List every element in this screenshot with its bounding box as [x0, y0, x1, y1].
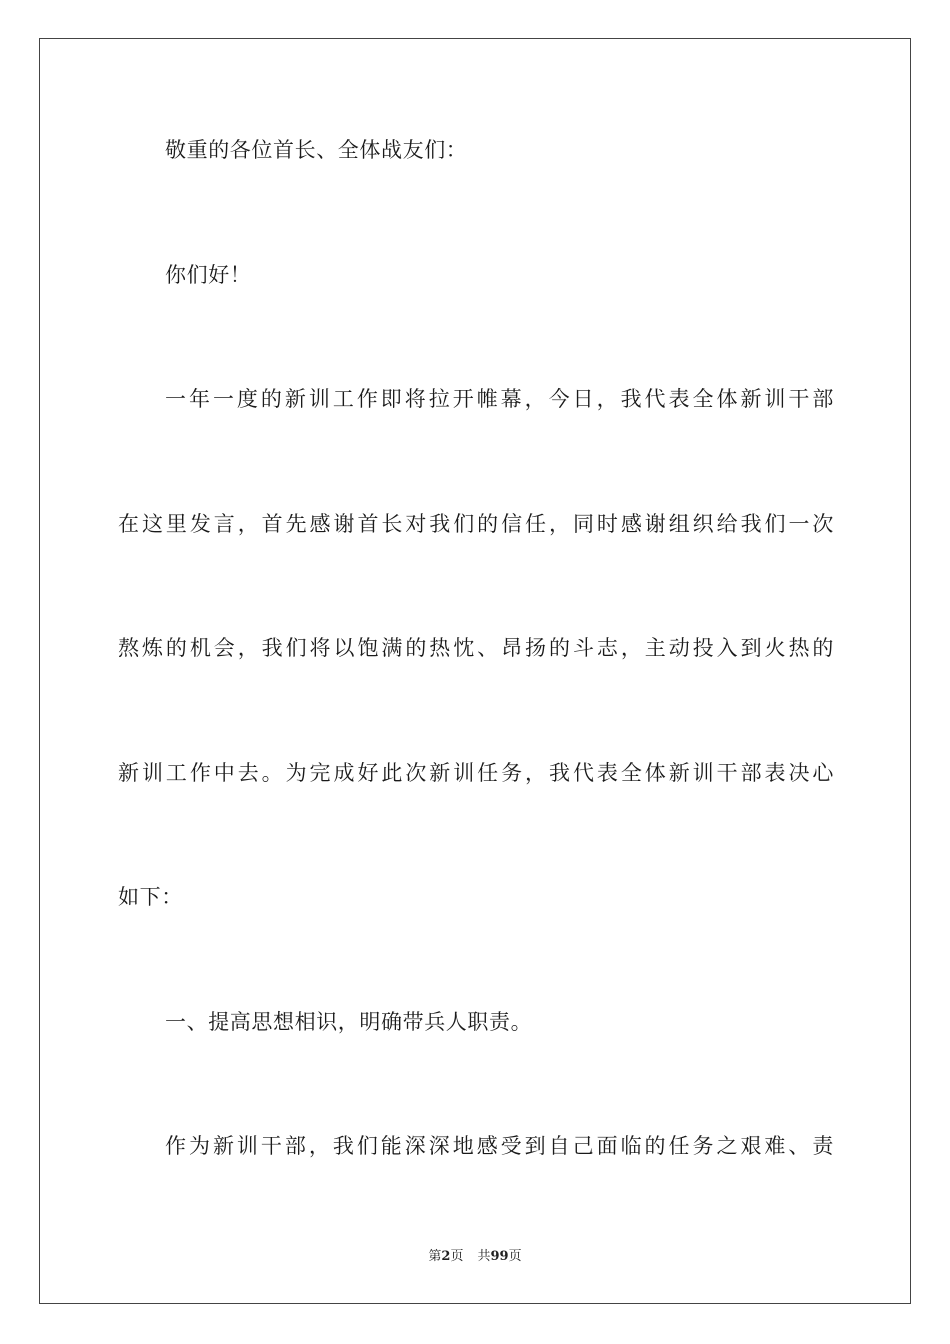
greeting-line: 你们好！	[165, 263, 252, 287]
page-border	[39, 38, 911, 1304]
body-line: 熬炼的机会，我们将以饱满的热忱、昂扬的斗志，主动投入到火热的	[118, 636, 834, 660]
page-suffix: 页	[450, 1249, 464, 1264]
page-number: 2	[441, 1249, 451, 1264]
body-line: 在这里发言，首先感谢首长对我们的信任，同时感谢组织给我们一次	[118, 512, 834, 536]
body-line: 新训工作中去。为完成好此次新训任务，我代表全体新训干部表决心	[118, 761, 834, 785]
body-line: 如下：	[118, 885, 183, 909]
section-heading: 一、提高思想相识，明确带兵人职责。	[165, 1010, 533, 1034]
body-line: 一年一度的新训工作即将拉开帷幕，今日，我代表全体新训干部	[165, 387, 834, 411]
total-prefix: 共	[477, 1249, 491, 1264]
salutation-line: 敬重的各位首长、全体战友们：	[165, 138, 468, 162]
page-prefix: 第	[428, 1249, 442, 1264]
total-suffix: 页	[508, 1249, 522, 1264]
total-pages: 99	[490, 1249, 509, 1264]
body-line: 作为新训干部，我们能深深地感受到自己面临的任务之艰难、责	[165, 1134, 834, 1158]
page-footer	[0, 1248, 950, 1266]
